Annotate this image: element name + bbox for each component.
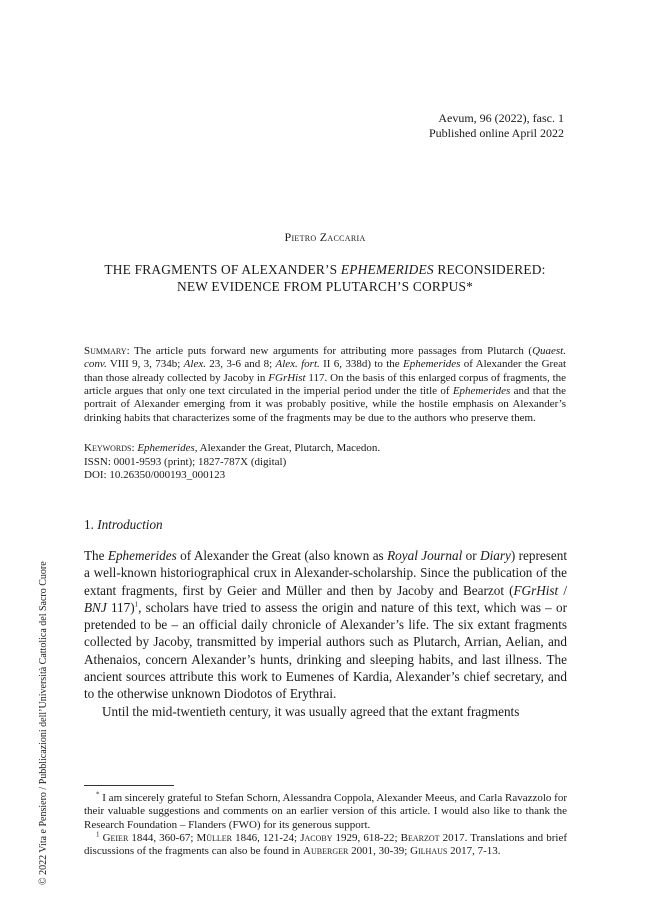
keywords: Keywords: Ephemerides, Alexander the Great, Plutarch, Macedon.: [84, 442, 381, 454]
footnote-ref-1[interactable]: 1: [134, 600, 139, 609]
author-name: Pietro Zaccaria: [284, 230, 366, 244]
paragraph-1: The Ephemerides of Alexander the Great (also known as Royal Journal or Diary) represent a well-known historiographical crux in Alexander-scholarship. Since the publication of the extant fragments, first by Geier and Müller and then by Jacoby and Bearzot (FGrHist / BNJ 117)$^1$, scholars have tried to assess the origin and nature of this text, which was – or pretended to be – an official daily chronicle of Alexander’s life. The six extant fragments collected by Jacoby, transmitted by imperial authors such as Plutarch, Arrian, Aelian, and Athenaios, concern Alexander’s hunts, drinking and sleeping habits, and last illness. The ancient sources attribute this work to Eumenes of Kardia, Alexander’s chief secretary, and to the otherwise unknown Diodotos of Erythrai.: [84, 548, 567, 702]
abstract: Summary: The article puts forward new arguments for attributing more passages from Plutarch (Quaest. conv. VIII 9, 3, 734b; Alex. 23, 3-6 and 8; Alex. fort. II 6, 338d) to the Ephemerides of Alexander the Great than those already collected by Jacoby in FGrHist 117. On the basis of this enlarged corpus of fragments, the article argues that only one text circulated in the imperial period under the title of Ephemerides and that the portrait of Alexander emerging from it was probably positive, while the hostile emphasis on Alexander’s drinking habits that characterizes some of the fragments may be due to the authors who preserve them.: [84, 345, 567, 424]
body-text: [84, 547, 567, 720]
footnote-rule: [84, 785, 174, 786]
keywords-block: [84, 442, 566, 483]
footnote-star: * I am sincerely grateful to Stefan Schorn, Alessandra Coppola, Alexander Meeus, and Carla Ravazzolo for their valuable suggestions and comments on an earlier version of this article. I would also like to thank the Research Foundation – Flanders (FWO) for its generous support.: [84, 790, 567, 831]
copyright-sidebar: [30, 455, 49, 885]
publication-date: Published online April 2022: [429, 126, 564, 140]
summary-label: Summary: [84, 345, 127, 357]
keywords-label: Keywords: [84, 442, 132, 454]
title-line-1: THE FRAGMENTS OF ALEXANDER’S EPHEMERIDES RECONSIDERED:: [104, 262, 546, 277]
article-title: [60, 261, 590, 295]
journal-info: [429, 111, 564, 141]
copyright-text: © 2022 Vita e Pensiero / Pubblicazioni dell’Università Cattolica del Sacro Cuore: [38, 561, 49, 885]
issn: ISSN: 0001-9593 (print); 1827-787X (digital): [84, 455, 287, 468]
footnotes: [84, 792, 567, 858]
paragraph-2: Until the mid-twentieth century, it was usually agreed that the extant fragments: [102, 703, 520, 719]
title-line-2: NEW EVIDENCE FROM PLUTARCH’S CORPUS*: [176, 279, 474, 294]
doi: DOI: 10.26350/000193_000123: [84, 469, 226, 481]
journal-issue: Aevum, 96 (2022), fasc. 1: [438, 111, 564, 125]
section-heading: 1. Introduction: [84, 517, 163, 532]
footnote-1: $^1$ Geier 1844, 360-67; Müller 1846, 121-24; Jacoby 1929, 618-22; Bearzot 2017. Translations and brief discussions of the fragments can also be found in Auberger 2001, 30-39; Gilhaus 2017, 7-13.: [84, 830, 567, 858]
